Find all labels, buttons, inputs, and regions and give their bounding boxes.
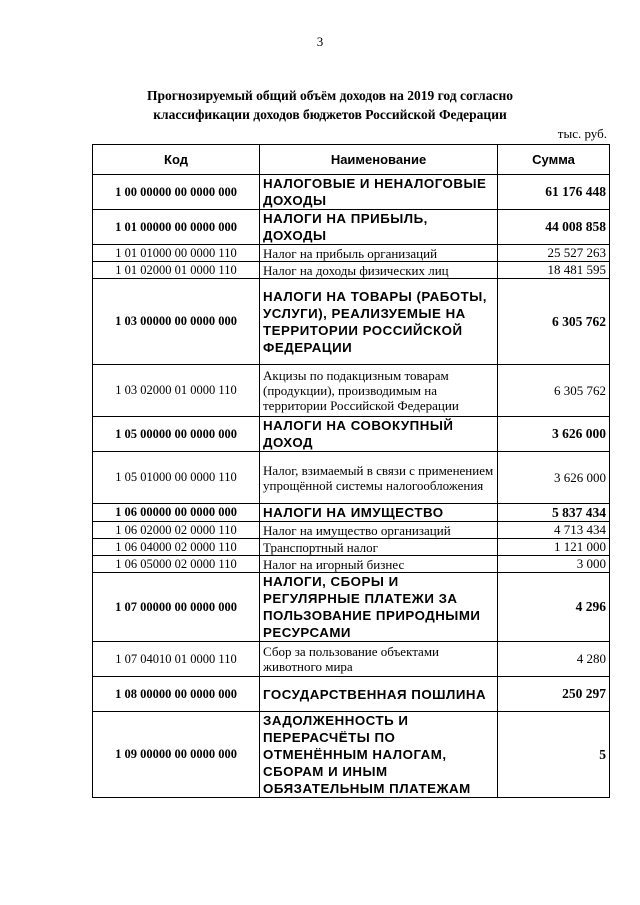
document-title xyxy=(60,86,600,124)
name-cell: Налог на игорный бизнес xyxy=(260,556,498,573)
table-row xyxy=(93,712,610,798)
sum-cell: 3 626 000 xyxy=(498,417,610,452)
name-cell: Акцизы по подакцизным товарам (продукции), производимым на территории Российской Федерации xyxy=(260,365,498,417)
code-cell: 1 00 00000 00 0000 000 xyxy=(93,175,260,210)
name-cell: Налог на имущество организаций xyxy=(260,522,498,539)
code-cell: 1 01 00000 00 0000 000 xyxy=(93,210,260,245)
revenue-table xyxy=(92,144,610,798)
name-cell: ГОСУДАРСТВЕННАЯ ПОШЛИНА xyxy=(260,677,498,712)
header-code: Код xyxy=(93,145,260,175)
code-cell: 1 06 04000 02 0000 110 xyxy=(93,539,260,556)
code-cell: 1 05 00000 00 0000 000 xyxy=(93,417,260,452)
table-row xyxy=(93,522,610,539)
table-header-row xyxy=(93,145,610,175)
code-cell: 1 06 02000 02 0000 110 xyxy=(93,522,260,539)
title-line-2: классификации доходов бюджетов Российской Федерации xyxy=(153,107,507,122)
name-cell: НАЛОГОВЫЕ И НЕНАЛОГОВЫЕ ДОХОДЫ xyxy=(260,175,498,210)
header-name: Наименование xyxy=(260,145,498,175)
name-cell: НАЛОГИ НА ТОВАРЫ (РАБОТЫ, УСЛУГИ), РЕАЛИЗУЕМЫЕ НА ТЕРРИТОРИИ РОССИЙСКОЙ ФЕДЕРАЦИИ xyxy=(260,279,498,365)
sum-cell: 4 713 434 xyxy=(498,522,610,539)
code-cell: 1 06 00000 00 0000 000 xyxy=(93,504,260,522)
table-row xyxy=(93,573,610,642)
table-row xyxy=(93,262,610,279)
sum-cell: 1 121 000 xyxy=(498,539,610,556)
code-cell: 1 08 00000 00 0000 000 xyxy=(93,677,260,712)
sum-cell: 5 837 434 xyxy=(498,504,610,522)
sum-cell: 61 176 448 xyxy=(498,175,610,210)
name-cell: НАЛОГИ НА ИМУЩЕСТВО xyxy=(260,504,498,522)
page-number: 3 xyxy=(316,34,324,49)
sum-cell: 3 626 000 xyxy=(498,452,610,504)
sum-cell: 5 xyxy=(498,712,610,798)
name-cell: Налог, взимаемый в связи с применением упрощённой системы налогообложения xyxy=(260,452,498,504)
name-cell: ЗАДОЛЖЕННОСТЬ И ПЕРЕРАСЧЁТЫ ПО ОТМЕНЁННЫМ НАЛОГАМ, СБОРАМ И ИНЫМ ОБЯЗАТЕЛЬНЫМ ПЛАТЕЖАМ xyxy=(260,712,498,798)
unit-label: тыс. руб. xyxy=(557,126,607,141)
table-row xyxy=(93,642,610,677)
name-cell: Налог на прибыль организаций xyxy=(260,245,498,262)
sum-cell: 44 008 858 xyxy=(498,210,610,245)
code-cell: 1 07 00000 00 0000 000 xyxy=(93,573,260,642)
name-cell: Налог на доходы физических лиц xyxy=(260,262,498,279)
table-row xyxy=(93,539,610,556)
sum-cell: 250 297 xyxy=(498,677,610,712)
table-row xyxy=(93,245,610,262)
code-cell: 1 05 01000 00 0000 110 xyxy=(93,452,260,504)
table-body xyxy=(93,175,610,798)
table-row xyxy=(93,279,610,365)
sum-cell: 25 527 263 xyxy=(498,245,610,262)
title-line-1: Прогнозируемый общий объём доходов на 2019 год согласно xyxy=(146,88,513,103)
code-cell: 1 06 05000 02 0000 110 xyxy=(93,556,260,573)
sum-cell: 4 280 xyxy=(498,642,610,677)
table-row xyxy=(93,556,610,573)
header-sum: Сумма xyxy=(498,145,610,175)
code-cell: 1 03 00000 00 0000 000 xyxy=(93,279,260,365)
table-row xyxy=(93,365,610,417)
table-row xyxy=(93,417,610,452)
name-cell: Транспортный налог xyxy=(260,539,498,556)
sum-cell: 3 000 xyxy=(498,556,610,573)
table-row xyxy=(93,504,610,522)
code-cell: 1 09 00000 00 0000 000 xyxy=(93,712,260,798)
sum-cell: 6 305 762 xyxy=(498,365,610,417)
table-row xyxy=(93,210,610,245)
sum-cell: 18 481 595 xyxy=(498,262,610,279)
name-cell: НАЛОГИ, СБОРЫ И РЕГУЛЯРНЫЕ ПЛАТЕЖИ ЗА ПОЛЬЗОВАНИЕ ПРИРОДНЫМИ РЕСУРСАМИ xyxy=(260,573,498,642)
table-row xyxy=(93,175,610,210)
code-cell: 1 03 02000 01 0000 110 xyxy=(93,365,260,417)
table-row xyxy=(93,452,610,504)
code-cell: 1 07 04010 01 0000 110 xyxy=(93,642,260,677)
code-cell: 1 01 01000 00 0000 110 xyxy=(93,245,260,262)
name-cell: НАЛОГИ НА ПРИБЫЛЬ, ДОХОДЫ xyxy=(260,210,498,245)
table-row xyxy=(93,677,610,712)
name-cell: Сбор за пользование объектами животного мира xyxy=(260,642,498,677)
name-cell: НАЛОГИ НА СОВОКУПНЫЙ ДОХОД xyxy=(260,417,498,452)
sum-cell: 4 296 xyxy=(498,573,610,642)
code-cell: 1 01 02000 01 0000 110 xyxy=(93,262,260,279)
sum-cell: 6 305 762 xyxy=(498,279,610,365)
